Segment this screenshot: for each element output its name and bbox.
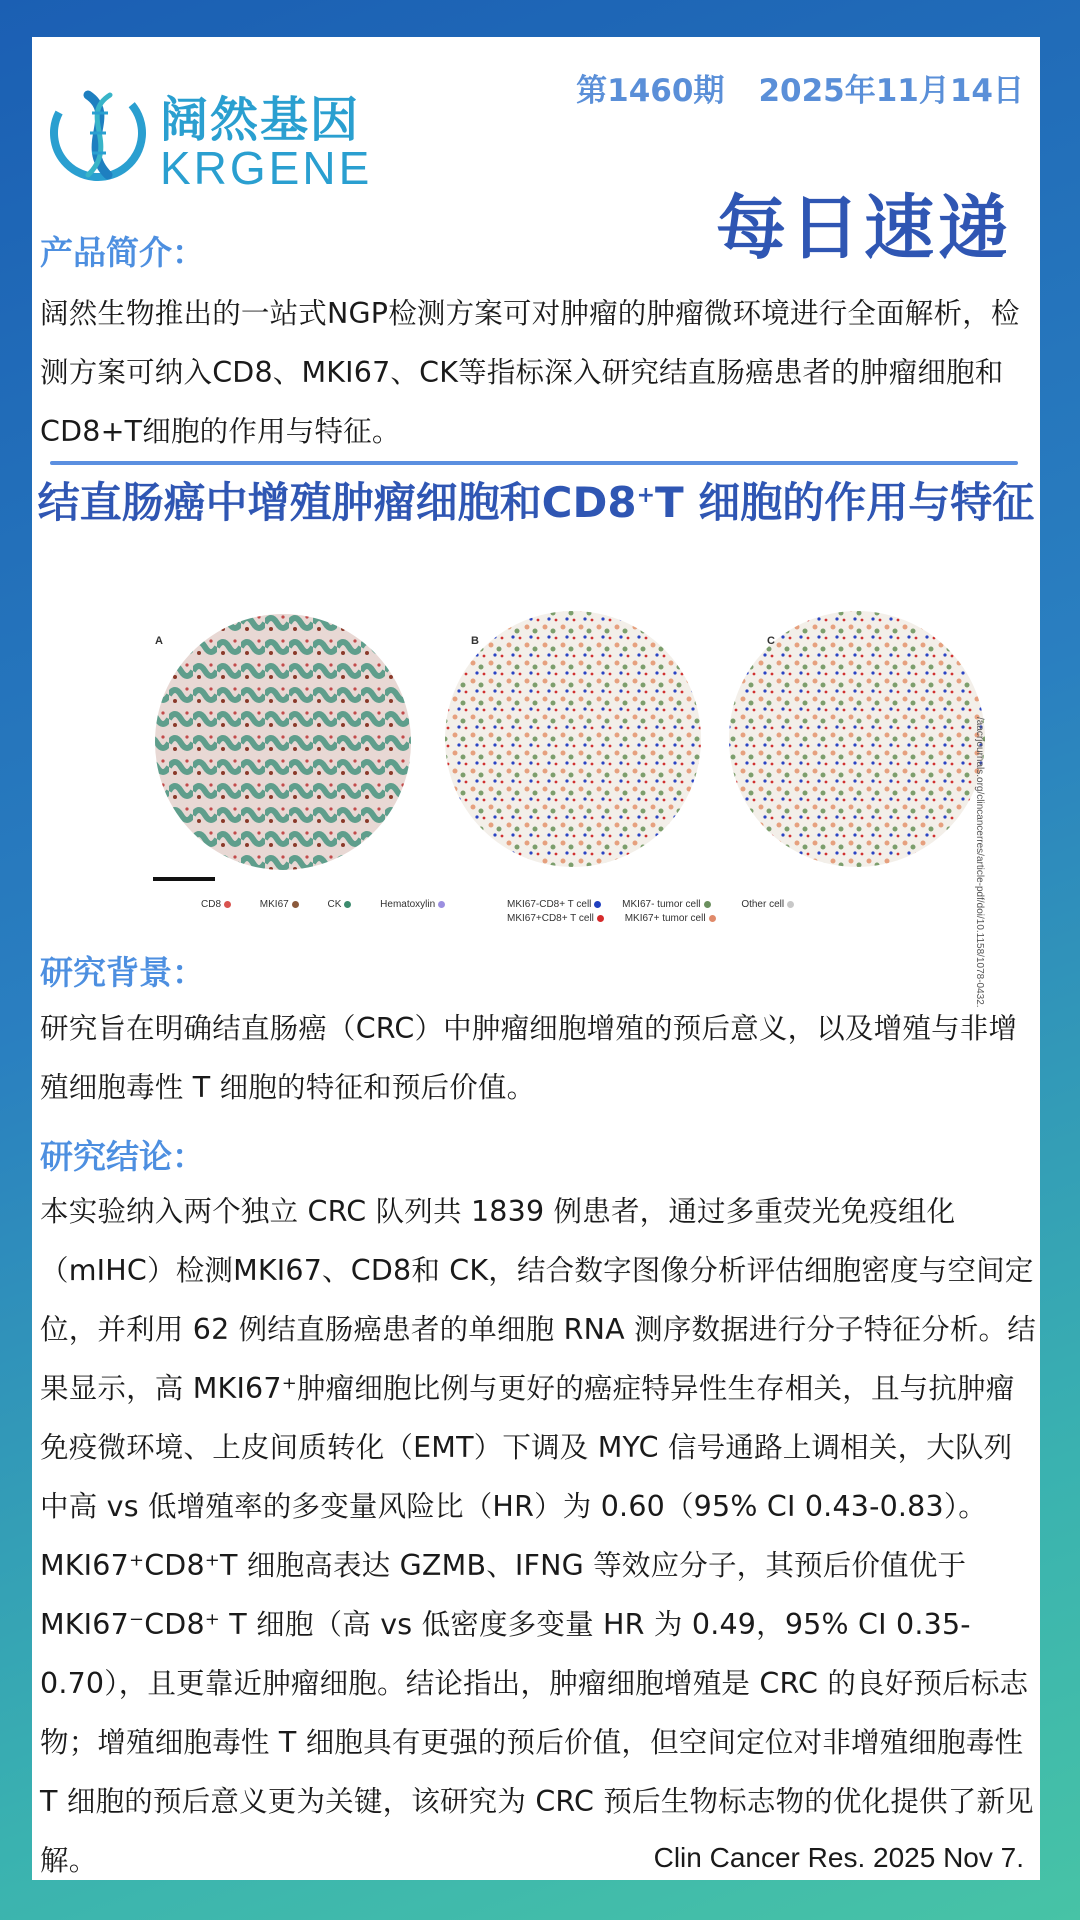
panel-label-c: C (767, 635, 775, 647)
background-text: 研究旨在明确结直肠癌（CRC）中肿瘤细胞增殖的预后意义，以及增殖与非增殖细胞毒性 T 细胞的特征和预后价值。 (40, 1012, 1018, 1104)
legend-b-item: MKI67-CD8+ T cell (507, 899, 592, 910)
legend-a-item: MKI67 (259, 899, 289, 910)
issue-number: 第1460期 (576, 73, 725, 109)
legend-b-item: MKI67+ tumor cell (624, 913, 706, 924)
conclusion-section-title: 研究结论： (40, 1137, 205, 1176)
product-section-title: 产品简介： (40, 233, 205, 272)
panel-label-b: B (471, 635, 479, 647)
content-card (32, 37, 1040, 1880)
logo-english-text: KRGENE (160, 142, 373, 194)
panel-label-a: A (155, 635, 163, 647)
legend-b-item: Other cell (741, 899, 785, 910)
legend-b-item: MKI67- tumor cell (622, 899, 701, 910)
legend-b-row1 (507, 899, 794, 910)
legend-a-item: Hematoxylin (380, 899, 436, 910)
tissue-microarray-image (145, 587, 1013, 937)
legend-a-item: CD8 (201, 899, 222, 910)
panel-c-core (729, 611, 985, 867)
panel-a-core (155, 614, 411, 870)
figure-doi-watermark: /aacrjournals.org/clincancerres/article-pdf/doi/10.1158/1078-0432. (974, 717, 985, 1008)
figure-panels (145, 587, 1013, 1008)
product-description: 阔然生物推出的一站式NGP检测方案可对肿瘤的肿瘤微环境进行全面解析，检测方案可纳入CD8、MKI67、CK等指标深入研究结直肠癌患者的肿瘤细胞和CD8+T细胞的作用与特征。 (40, 297, 1020, 448)
conclusion-text: 本实验纳入两个独立 CRC 队列共 1839 例患者，通过多重荧光免疫组化（mIHC）检测MKI67、CD8和 CK，结合数字图像分析评估细胞密度与空间定位，并利用 62 例结直肠癌患者的单细胞 RNA 测序数据进行分子特征分析。结果显示，高 MKI67⁺肿瘤细胞比例与更好的癌症特异性生存相关，且与抗肿瘤免疫微环境、上皮间质转化（EMT）下调及 MYC 信号通路上调相关，大队列中高 vs 低增殖率的多变量风险比（HR）为 0.60（95% CI 0.43-0.83）。MKI67⁺CD8⁺T 细胞高表达 GZMB、IFNG 等效应分子，其预后价值优于 MKI67⁻CD8⁺ T 细胞（高 vs 低密度多变量 HR 为 0.49，95% CI 0.35-0.70），且更靠近肿瘤细胞。结论指出，肿瘤细胞增殖是 CRC 的良好预后标志物；增殖细胞毒性 T 细胞具有更强的预后价值，但空间定位对非增殖细胞毒性 T 细胞的预后意义更为关键，该研究为 CRC 预后生物标志物的优化提供了新见解。 (40, 1195, 1036, 1877)
dna-helix-icon (48, 75, 148, 185)
legend-b-item: MKI67+CD8+ T cell (507, 913, 594, 924)
article-title-superscript: + (636, 483, 656, 508)
legend-a (201, 899, 445, 910)
logo-chinese-text: 阔然基因 (160, 92, 361, 148)
krgene-logo (48, 75, 388, 195)
daily-express-heading: 每日速递 (716, 187, 1012, 269)
section-divider (50, 461, 1018, 465)
panel-b-core (445, 611, 701, 867)
legend-a-item: CK (327, 899, 342, 910)
background-section-title: 研究背景： (40, 953, 205, 992)
article-title-part1: 结直肠癌中增殖肿瘤细胞和CD8 (37, 478, 637, 527)
issue-info (576, 65, 1024, 110)
journal-citation: Clin Cancer Res. 2025 Nov 7. (653, 1842, 1024, 1873)
article-title-part2: T 细胞的作用与特征 (655, 478, 1035, 527)
legend-b-row2 (507, 913, 716, 924)
issue-date: 2025年11月14日 (758, 73, 1024, 109)
article-title (32, 467, 1040, 532)
